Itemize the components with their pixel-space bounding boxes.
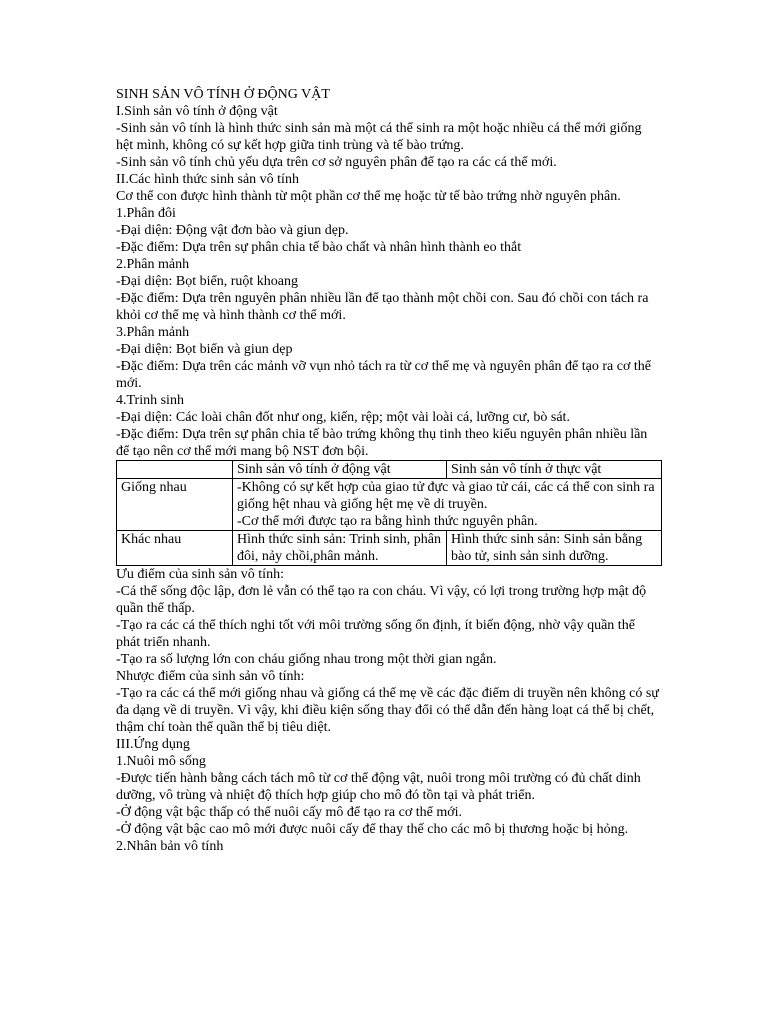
comparison-table [116, 460, 662, 566]
paragraph: -Sinh sản vô tính là hình thức sinh sản mà một cá thể sinh ra một hoặc nhiều cá thể mới giống hệt mình, không có sự kết hợp giữa tinh trùng và tế bào trứng. [116, 121, 642, 153]
table-row-same [117, 479, 662, 531]
row-label-same: Giống nhau [117, 479, 233, 531]
paragraph: -Được tiến hành bằng cách tách mô từ cơ thể động vật, nuôi trong môi trường có đủ chất dinh dưỡng, vô trùng và nhiệt độ thích hợp giúp cho mô đó tồn tại và phát triển. [116, 771, 641, 803]
paragraph: 1.Phân đôi [116, 206, 176, 221]
paragraph: -Cá thể sống độc lập, đơn lẻ vẫn có thể tạo ra con cháu. Vì vậy, có lợi trong trường hợp mật độ quần thể thấp. [116, 584, 647, 616]
paragraph: -Đặc điểm: Dựa trên sự phân chia tế bào chất và nhân hình thành eo thắt [116, 240, 522, 255]
paragraph: -Đại diện: Bọt biển và giun dẹp [116, 342, 293, 357]
paragraph: -Đặc điểm: Dựa trên nguyên phân nhiều lần để tạo thành một chồi con. Sau đó chồi con tách ra khỏi cơ thể mẹ và hình thành cơ thể mới. [116, 291, 649, 323]
paragraph: -Đại diện: Bọt biển, ruột khoang [116, 274, 298, 289]
table-header-animal: Sinh sản vô tính ở động vật [233, 461, 447, 479]
row-same-line: -Cơ thể mới được tạo ra bằng hình thức nguyên phân. [237, 514, 538, 529]
paragraph: 2.Nhân bản vô tính [116, 839, 224, 854]
paragraph: Cơ thể con được hình thành từ một phần cơ thể mẹ hoặc từ tế bào trứng nhờ nguyên phân. [116, 189, 621, 204]
document-page [116, 86, 661, 855]
table-row-diff [117, 531, 662, 566]
paragraph: -Đặc điểm: Dựa trên các mảnh vỡ vụn nhỏ tách ra từ cơ thể mẹ và nguyên phân để tạo ra cơ thể mới. [116, 359, 651, 391]
row-same-content [233, 479, 662, 531]
section-after-table [116, 566, 661, 855]
paragraph: -Đại diện: Các loài chân đốt như ong, kiến, rệp; một vài loài cá, lưỡng cư, bò sát. [116, 410, 570, 425]
paragraph: -Đặc điểm: Dựa trên sự phân chia tế bào trứng không thụ tinh theo kiểu nguyên phân nhiều lần để tạo nên cơ thể mới mang bộ NST đơn bội. [116, 427, 648, 459]
paragraph: III.Ứng dụng [116, 737, 190, 752]
paragraph: -Đại diện: Động vật đơn bào và giun dẹp. [116, 223, 349, 238]
paragraph: 4.Trinh sinh [116, 393, 184, 408]
paragraph: 2.Phân mảnh [116, 257, 190, 272]
paragraph: 1.Nuôi mô sống [116, 754, 206, 769]
paragraph: -Tạo ra số lượng lớn con cháu giống nhau trong một thời gian ngắn. [116, 652, 497, 667]
row-same-line: -Không có sự kết hợp của giao tử đực và giao tử cái, các cá thể con sinh ra giống hệt nhau và giống hệt mẹ về di truyền. [237, 480, 655, 512]
table-corner-cell [117, 461, 233, 479]
paragraph: -Sinh sản vô tính chủ yếu dựa trên cơ sở nguyên phân để tạo ra các cá thể mới. [116, 155, 557, 170]
paragraph: -Ở động vật bậc cao mô mới được nuôi cấy để thay thế cho các mô bị thương hoặc bị hỏng. [116, 822, 629, 837]
row-label-diff: Khác nhau [117, 531, 233, 566]
paragraph: -Tạo ra các cá thể thích nghi tốt với môi trường sống ổn định, ít biến động, nhờ vậy quần thể phát triển nhanh. [116, 618, 635, 650]
document-title: SINH SẢN VÔ TÍNH Ở ĐỘNG VẬT [116, 87, 330, 102]
section-before-table [116, 103, 661, 460]
paragraph: Ưu điểm của sinh sản vô tính: [116, 567, 284, 582]
row-diff-plant: Hình thức sinh sản: Sinh sản bằng bào tử, sinh sản sinh dưỡng. [447, 531, 662, 566]
paragraph: I.Sinh sản vô tính ở động vật [116, 104, 278, 119]
table-header-plant: Sinh sản vô tính ở thực vật [447, 461, 662, 479]
paragraph: II.Các hình thức sinh sản vô tính [116, 172, 299, 187]
paragraph: 3.Phân mảnh [116, 325, 190, 340]
paragraph: -Tạo ra các cá thể mới giống nhau và giống cá thể mẹ về các đặc điểm di truyền nên không có sự đa dạng về di truyền. Vì vậy, khi điều kiện sống thay đổi có thể dẫn đến hàng loạt cá thể bị chết, thậm chí toàn thể quần thể bị tiêu diệt. [116, 686, 659, 735]
paragraph: -Ở động vật bậc thấp có thể nuôi cấy mô để tạo ra cơ thể mới. [116, 805, 463, 820]
paragraph: Nhược điểm của sinh sản vô tính: [116, 669, 305, 684]
row-diff-animal: Hình thức sinh sản: Trinh sinh, phân đôi, nảy chồi,phân mảnh. [233, 531, 447, 566]
table-header-row [117, 461, 662, 479]
